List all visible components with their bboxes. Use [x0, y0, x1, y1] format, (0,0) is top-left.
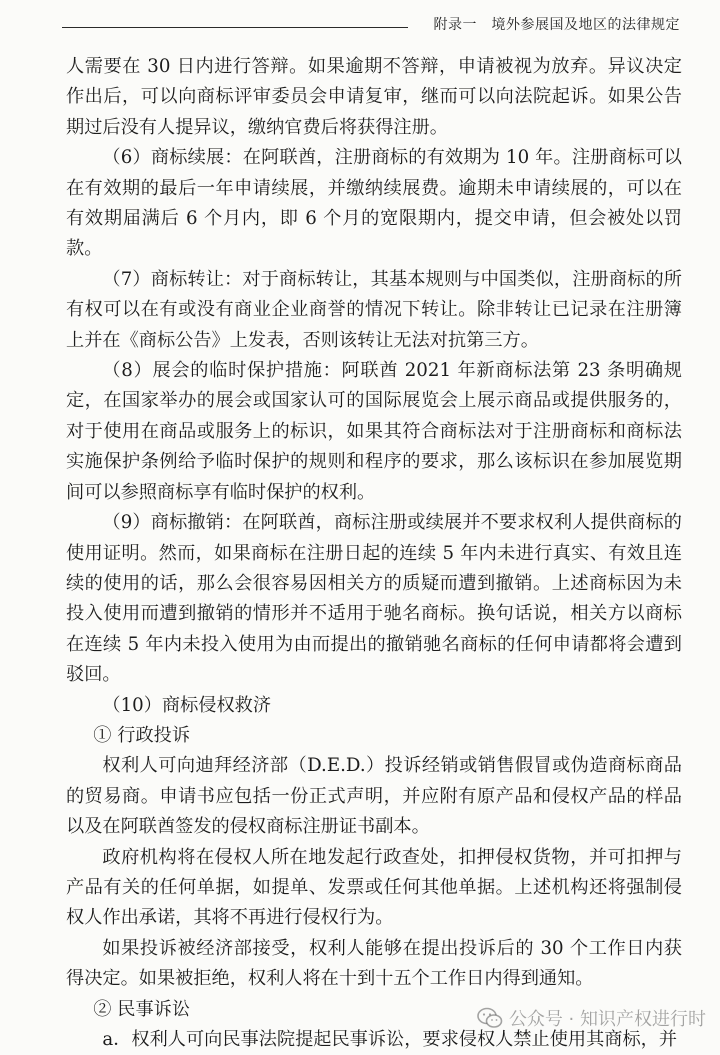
subheading-administrative-complaint: ① 行政投诉: [93, 724, 191, 746]
paragraph-renewal: （6）商标续展：在阿联酋，注册商标的有效期为 10 年。注册商标可以在有效期的最后一年申请续展，并缴纳续展费。逾期未申请续展的，可以在有效期届满后 6 个月内，即 6 个月的宽限期内，提交申请，但会被处以罚款。: [66, 147, 682, 260]
running-header: [62, 10, 680, 38]
heading-infringement-remedy: （10）商标侵权救济: [102, 694, 272, 716]
watermark-text: 公众号 · 知识产权进行时: [508, 1009, 706, 1030]
document-body: [66, 52, 682, 1055]
wechat-icon: [477, 1007, 503, 1029]
header-rule: [62, 27, 408, 28]
paragraph-continued: 人需要在 30 日内进行答辩。如果逾期不答辩，申请被视为放弃。异议决定作出后，可以向商标评审委员会申请复审，继而可以向法院起诉。如果公告期过后没有人提异议，缴纳官费后将获得注册。: [66, 56, 682, 138]
paragraph-decision-timeline: 如果投诉被经济部接受，权利人能够在提出投诉后的 30 个工作日内获得决定。如果被拒绝，权利人将在十到十五个工作日内得到通知。: [66, 937, 682, 990]
watermark: [477, 1005, 706, 1031]
paragraph-civil-suit: a．权利人可向民事法院提起民事诉讼，要求侵权人禁止使用其商标，并: [102, 1029, 678, 1050]
subheading-civil-litigation: ② 民事诉讼: [93, 998, 191, 1020]
paragraph-revocation: （9）商标撤销：在阿联酋，商标注册或续展并不要求权利人提供商标的使用证明。然而，如果商标在注册日起的连续 5 年内未进行真实、有效且连续的使用的话，那么会很容易因相关方的质疑而遭到撤销。上述商标因为未投入使用而遭到撤销的情形并不适用于驰名商标。换句话说，相关方以商标在连续 5 年内未投入使用为由而提出的撤销驰名商标的任何申请都将会遭到驳回。: [66, 512, 682, 686]
header-title: 附录一 境外参展国及地区的法律规定: [426, 14, 681, 34]
paragraph-complaint-filing: 权利人可向迪拜经济部（D.E.D.）投诉经销或销售假冒或伪造商标商品的贸易商。申请书应包括一份正式声明，并应附有原产品和侵权产品的样品以及在阿联酋签发的侵权商标注册证书副本。: [66, 755, 682, 838]
paragraph-exhibition-protection: （8）展会的临时保护措施：阿联酋 2021 年新商标法第 23 条明确规定，在国家举办的展会或国家认可的国际展览会上展示商品或提供服务的，对于使用在商品或服务上的标识，如果其符合商标法对于注册商标和商标法实施保护条例给予临时保护的规则和程序的要求，那么该标识在参加展览期间可以参照商标享有临时保护的权利。: [66, 360, 682, 503]
paragraph-government-action: 政府机构将在侵权人所在地发起行政查处，扣押侵权货物，并可扣押与产品有关的任何单据，如提单、发票或任何其他单据。上述机构还将强制侵权人作出承诺，其将不再进行侵权行为。: [66, 846, 682, 929]
paragraph-transfer: （7）商标转让：对于商标转让，其基本规则与中国类似，注册商标的所有权可以在有或没有商业企业商誉的情况下转让。除非转让已记录在注册簿上并在《商标公告》上发表，否则该转让无法对抗第三方。: [66, 268, 682, 351]
